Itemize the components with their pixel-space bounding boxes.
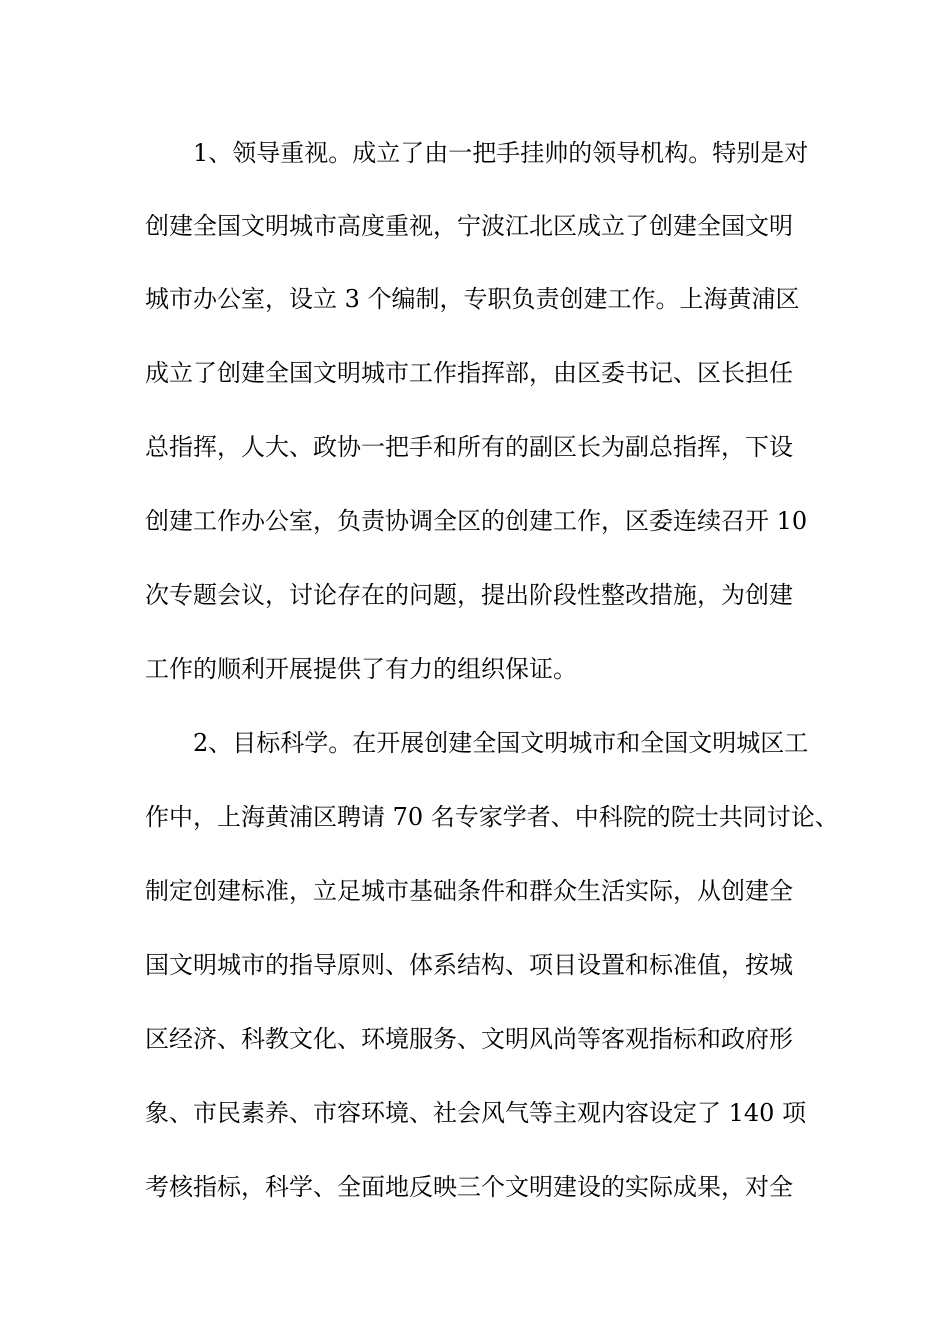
paragraph-2-line-3: 制定创建标准，立足城市基础条件和群众生活实际，从创建全 — [145, 877, 793, 905]
paragraph-1-line-1: 1、领导重视。成立了由一把手挂帅的领导机构。特别是对 — [193, 139, 809, 167]
paragraph-1-line-2: 创建全国文明城市高度重视，宁波江北区成立了创建全国文明 — [145, 212, 793, 240]
paragraph-1-line-4: 成立了创建全国文明城市工作指挥部，由区委书记、区长担任 — [145, 359, 793, 387]
paragraph-2-line-5: 区经济、科教文化、环境服务、文明风尚等客观指标和政府形 — [145, 1025, 793, 1053]
paragraph-1-line-8: 工作的顺利开展提供了有力的组织保证。 — [145, 655, 577, 683]
paragraph-2-line-2: 作中，上海黄浦区聘请 70 名专家学者、中科院的院士共同讨论、 — [145, 803, 839, 831]
paragraph-1-line-5: 总指挥，人大、政协一把手和所有的副区长为副总指挥，下设 — [145, 433, 793, 461]
paragraph-2-line-1: 2、目标科学。在开展创建全国文明城市和全国文明城区工 — [193, 729, 809, 757]
paragraph-2-line-4: 国文明城市的指导原则、体系结构、项目设置和标准值，按城 — [145, 951, 793, 979]
paragraph-1-line-6: 创建工作办公室，负责协调全区的创建工作，区委连续召开 10 — [145, 507, 808, 535]
paragraph-1-line-3: 城市办公室，设立 3 个编制，专职负责创建工作。上海黄浦区 — [145, 285, 800, 313]
paragraph-2-line-7: 考核指标，科学、全面地反映三个文明建设的实际成果，对全 — [145, 1173, 793, 1201]
paragraph-1-line-7: 次专题会议，讨论存在的问题，提出阶段性整改措施，为创建 — [145, 581, 793, 609]
paragraph-2-line-6: 象、市民素养、市容环境、社会风气等主观内容设定了 140 项 — [145, 1099, 807, 1127]
